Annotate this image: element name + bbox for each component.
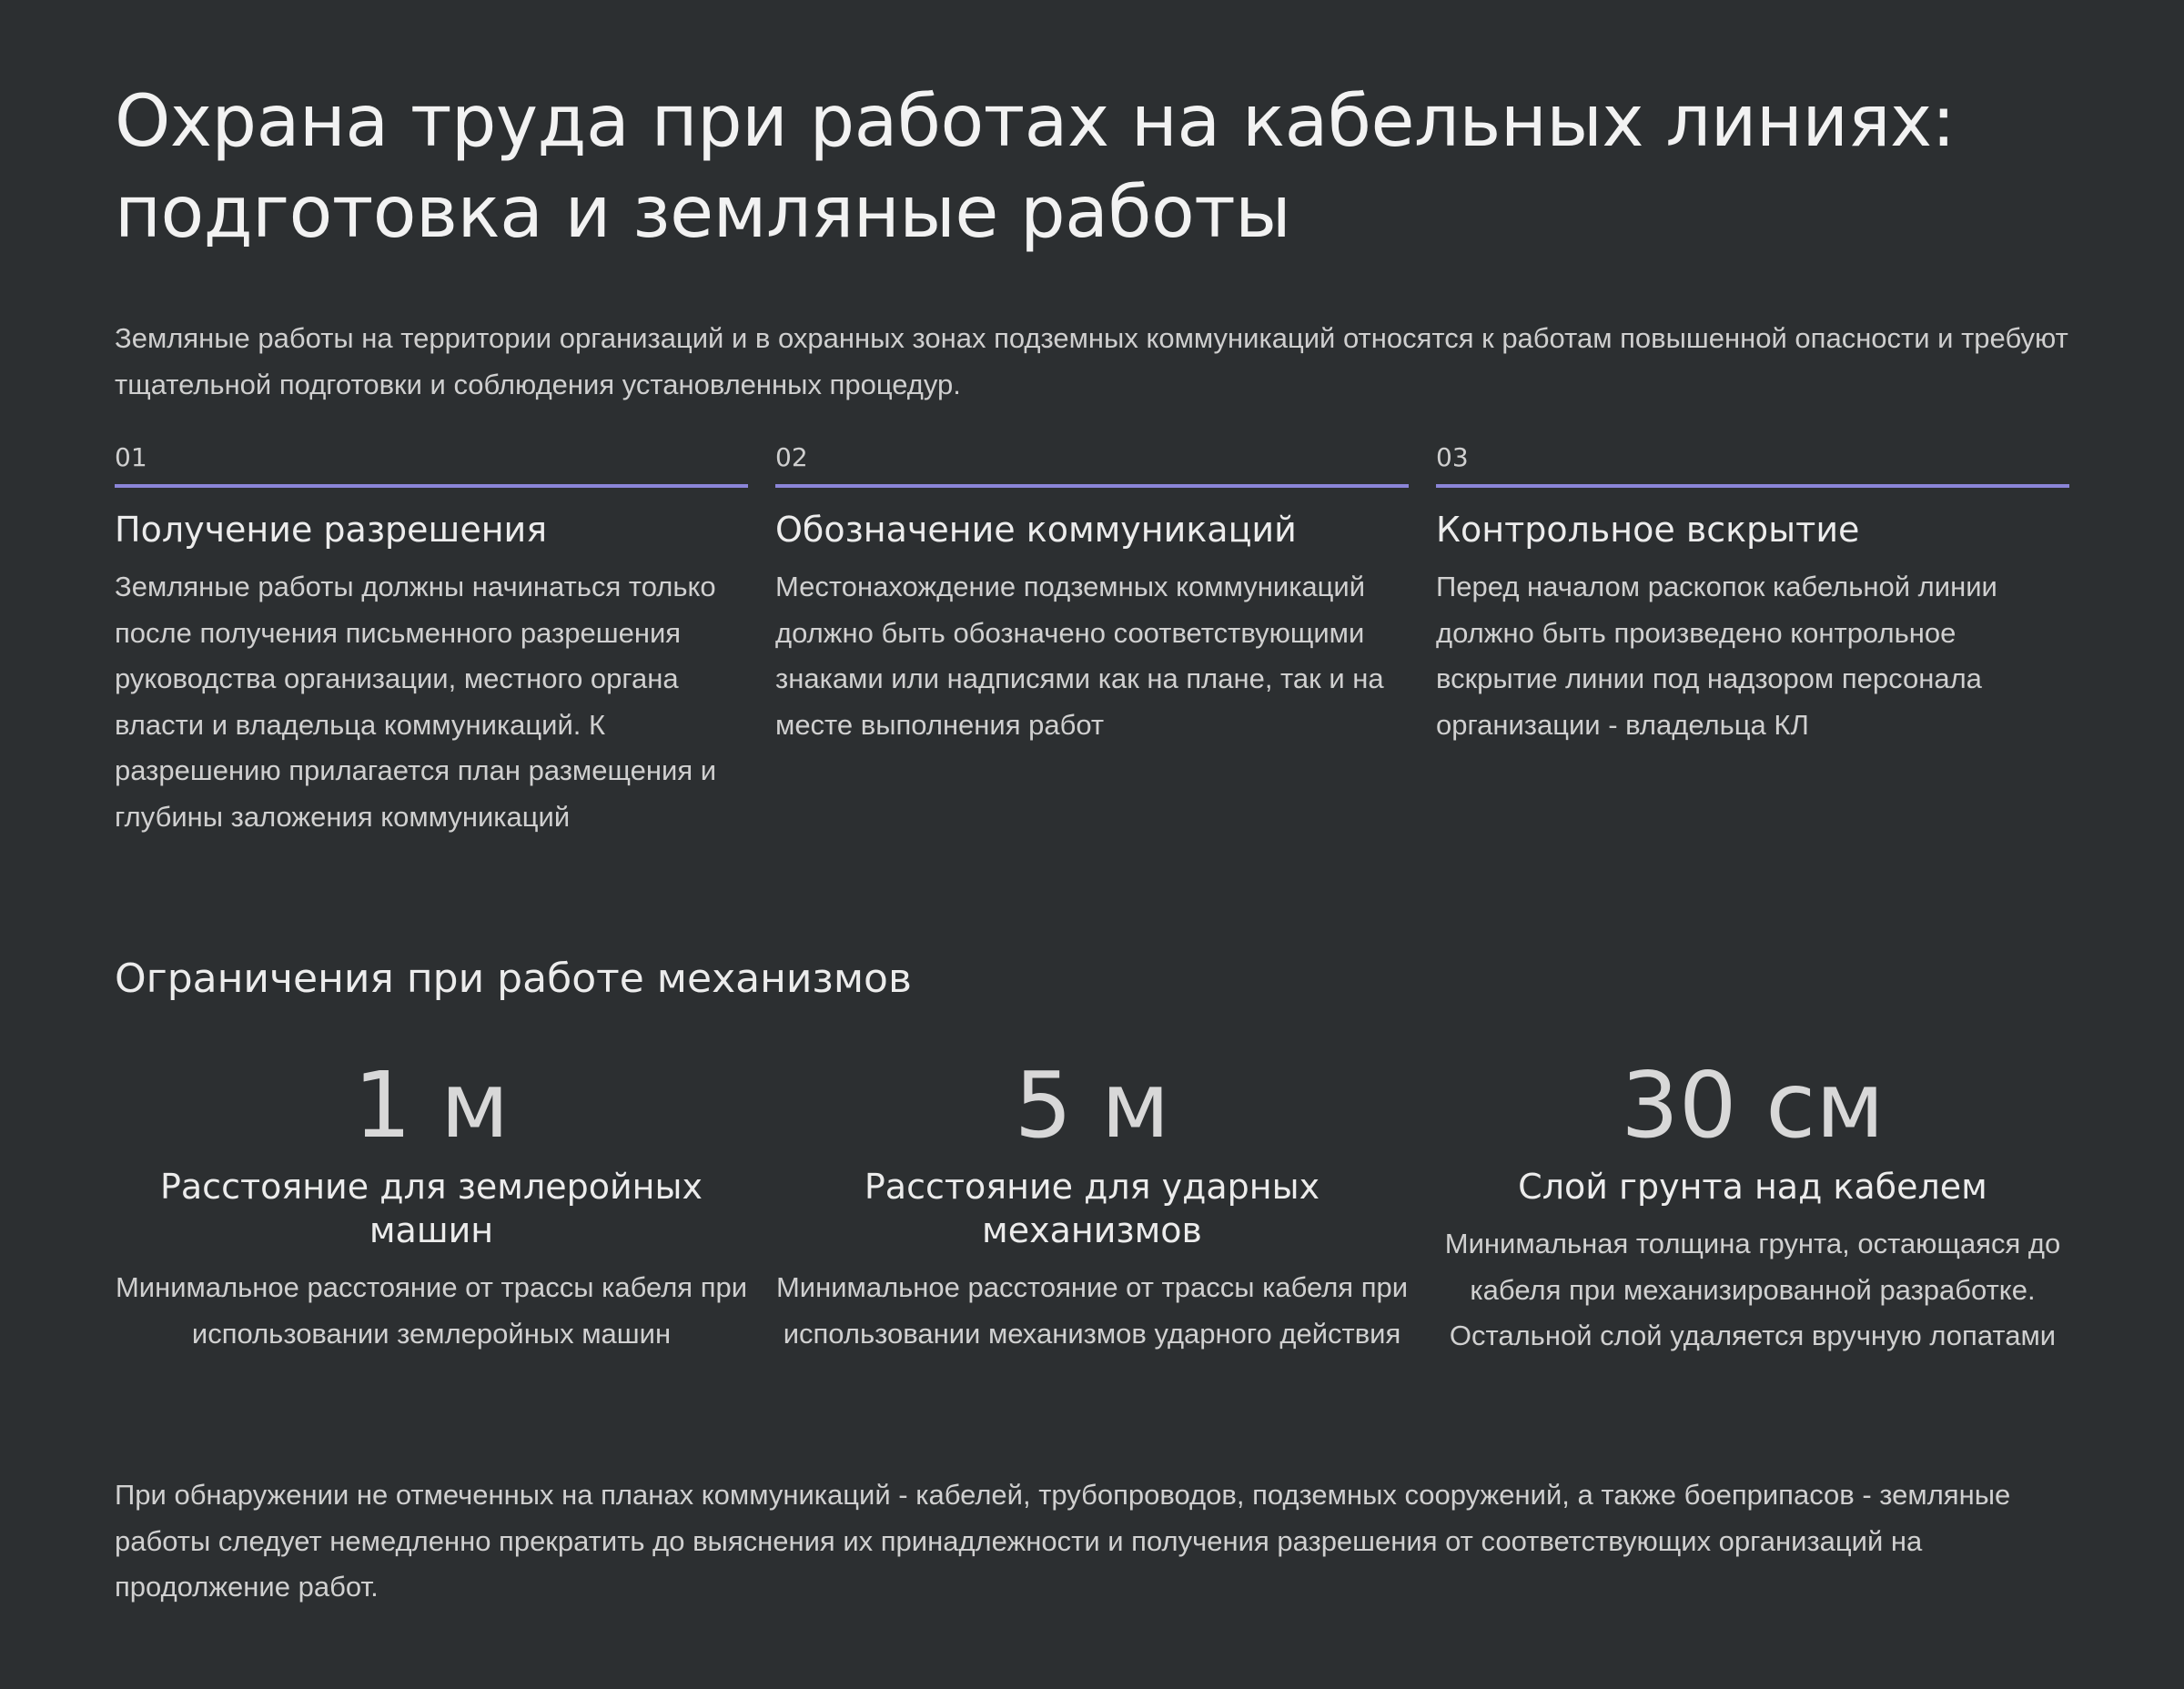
step-number: 03 [1436,437,2069,488]
limit-description: Минимальное расстояние от трассы кабеля при использовании землеройных машин [115,1271,748,1350]
step-title: Получение разрешения [115,510,548,550]
limit-label: Расстояние для ударных механизмов [864,1167,1320,1250]
steps-section [115,437,2069,910]
limit-description: Минимальное расстояние от трассы кабеля при использовании механизмов ударного действия [775,1271,1409,1350]
footnote-paragraph: При обнаружении не отмеченных на планах коммуникаций - кабелей, трубопроводов, подземных сооружений, а также боеприпасов - земляные работы следует немедленно прекратить до выяснения их принадлежности и получения разрешения от соответствующих организаций на продолжение работ. [115,1479,2011,1603]
step-title: Обозначение коммуникаций [775,510,1297,550]
intro-paragraph: Земляные работы на территории организаций и в охранных зонах подземных коммуникаций относятся к работам повышенной опасности и требуют тщательной подготовки и соблюдения установленных процедур. [115,322,2068,400]
limit-card-2 [775,1047,1409,1357]
step-text: Перед началом раскопок кабельной линии должно быть произведено контрольное вскрытие линии под надзором персонала организации - владельца КЛ [1436,571,1997,741]
limit-description: Минимальная толщина грунта, остающаяся до кабеля при механизированной разработке. Остальной слой удаляется вручную лопатами [1444,1228,2061,1351]
limit-value: 5 м [1014,1052,1170,1158]
limit-value: 1 м [353,1052,510,1158]
limit-label: Слой грунта над кабелем [1518,1167,1987,1207]
limit-value: 30 см [1621,1052,1885,1158]
step-title: Контрольное вскрытие [1436,510,1860,550]
step-1 [115,437,748,840]
limits-section-title: Ограничения при работе механизмов [115,956,912,1002]
step-text: Земляные работы должны начинаться только после получения письменного разрешения руководства организации, местного органа власти и владельца коммуникаций. К разрешению прилагается план размещения и глубины заложения коммуникаций [115,571,717,833]
limit-label: Расстояние для землеройных машин [159,1167,703,1250]
step-number: 02 [775,437,1409,488]
limits-section [115,1047,2069,1447]
limit-card-3 [1436,1047,2069,1360]
step-2 [775,437,1409,748]
step-number: 01 [115,437,748,488]
page-title [115,76,2069,258]
step-text: Местонахождение подземных коммуникаций должно быть обозначено соответствующими знаками или надписями как на плане, так и на месте выполнения работ [775,571,1384,741]
step-3 [1436,437,2069,748]
limit-card-1 [115,1047,748,1357]
page-title-line-1: Охрана труда при работах на кабельных линиях: [115,81,1956,163]
page-title-line-2: подготовка и земляные работы [115,172,1291,254]
